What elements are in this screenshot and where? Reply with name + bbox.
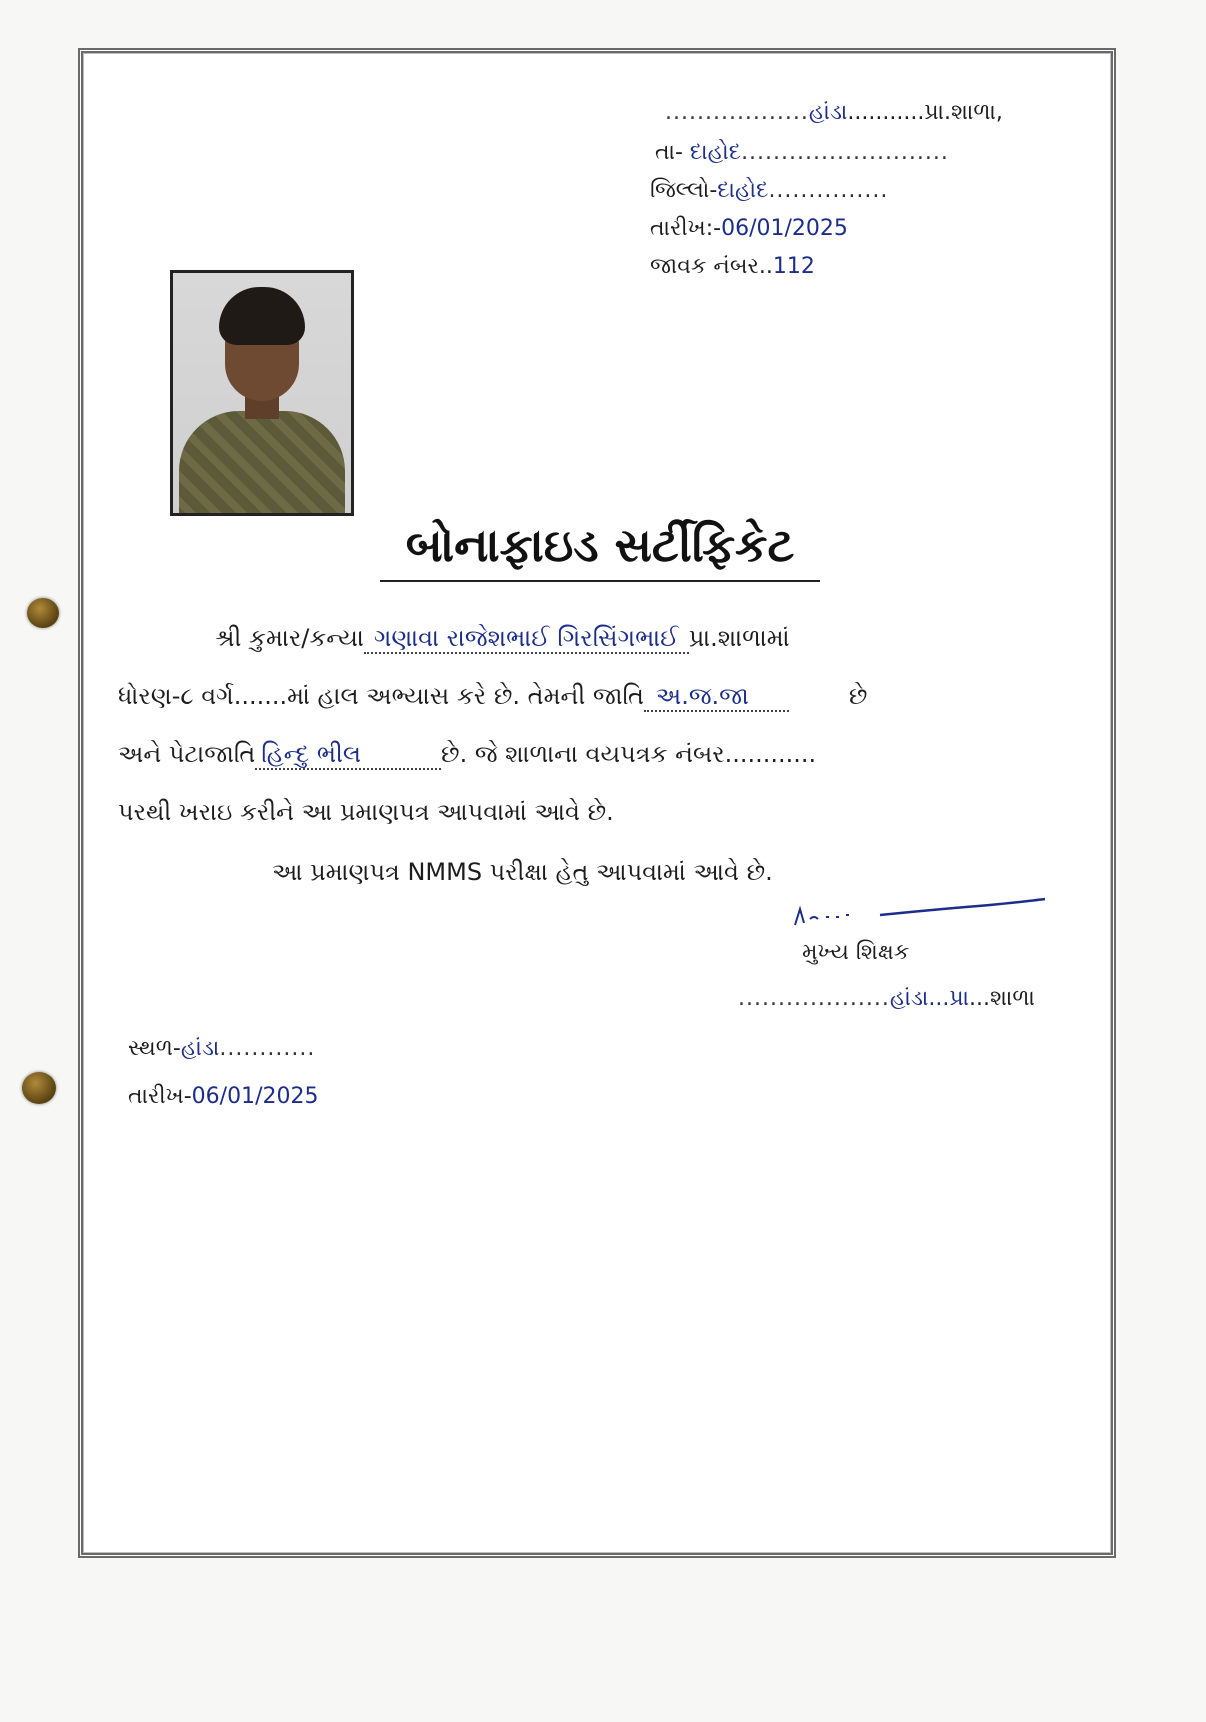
place-value: હાંડા (180, 1036, 220, 1061)
district-line: જિલ્લો-દાહોદ............... (650, 178, 889, 203)
subcaste-value: હિન્દુ ભીલ (255, 740, 441, 770)
body-line-1: શ્રી કુમાર/કન્યા ગણાવા રાજેશભાઈ ગિરસિંગભાઈ પ્રા.શાળામાં (215, 624, 790, 652)
footer-date-line: તારીખ-06/01/2025 (128, 1084, 319, 1109)
punch-hole-top (27, 598, 59, 628)
taluka-value: દાહોદ (689, 140, 742, 165)
signature-school-line: ...................હાંડા...પ્રા...શાળા (738, 986, 1035, 1011)
district-value: દાહોદ (717, 178, 769, 203)
body-line-3: અને પેટાજાતિ હિન્દુ ભીલ છે. જે શાળાના વયપત્રક નંબર............ (118, 740, 817, 768)
inward-number-value: 112 (772, 254, 815, 279)
header-date-line: તારીખ:-06/01/2025 (650, 216, 848, 241)
header-date-value: 06/01/2025 (721, 216, 848, 241)
punch-hole-bottom (22, 1072, 56, 1104)
signature-school-value: હાંડા...પ્રા (889, 986, 970, 1011)
inward-number-line: જાવક નંબર..112 (650, 254, 815, 279)
photo-shirt (179, 411, 345, 516)
body-line-2: ધોરણ-૮ વર્ગ.......માં હાલ અભ્યાસ કરે છે. તેમની જાતિ અ.જ.જા છે (118, 682, 868, 710)
student-photo (170, 270, 354, 516)
photo-hair (219, 287, 305, 345)
signature-scribble (790, 895, 1050, 935)
school-name-line: ..................હાંડા...........પ્રા.શાળા, (665, 100, 1003, 125)
school-name-value: હાંડા (808, 100, 848, 125)
certificate-title: બોનાફાઇડ સર્ટીફિકેટ (380, 518, 820, 582)
student-name-value: ગણાવા રાજેશભાઈ ગિરસિંગભાઈ (364, 624, 689, 654)
caste-value: અ.જ.જા (644, 682, 789, 712)
footer-date-value: 06/01/2025 (191, 1084, 319, 1109)
taluka-line: તા- દાહોદ.......................... (655, 140, 949, 165)
body-line-4: પરથી ખરાઇ કરીને આ પ્રમાણપત્ર આપવામાં આવે છે. (118, 798, 614, 826)
place-line: સ્થળ-હાંડા............ (128, 1036, 316, 1061)
headmaster-label: મુખ્ય શિક્ષક (802, 940, 910, 965)
body-line-5: આ પ્રમાણપત્ર NMMS પરીક્ષા હેતુ આપવામાં આવે છે. (272, 858, 773, 886)
